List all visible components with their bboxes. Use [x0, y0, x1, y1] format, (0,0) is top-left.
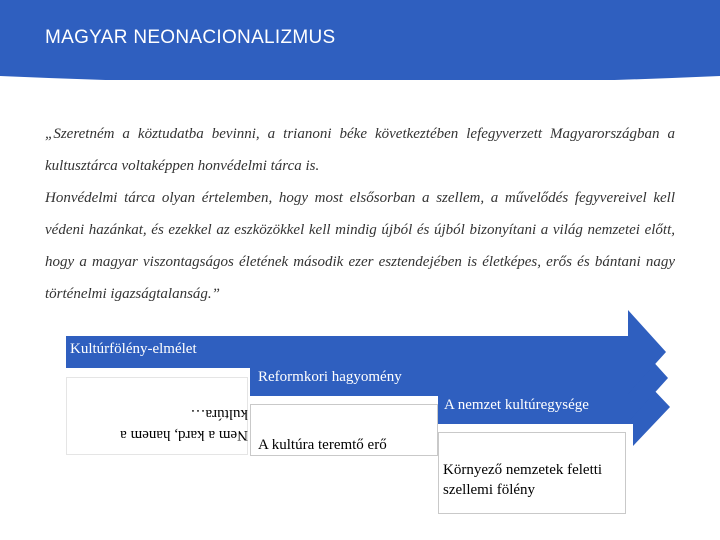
quote-paragraph-2: Honvédelmi tárca olyan értelemben, hogy most elsősorban a szellem, a művelődés fegyvereivel kell védeni hazánkat, és ezekkel az eszközökkel kell mindig újból és újból bizonyítani a világ nemzetei előtt, hogy a magyar viszontagságos életének második ezer esztendejében is életképes, erős és bántani nagy történelmi igazságtalanság.”: [45, 190, 675, 302]
quote-paragraph-1: „Szeretném a köztudatba bevinni, a trianoni béke következtében lefegyverzett Magyarországban a kultusztárca voltaképpen honvédelmi tárca is.: [45, 126, 675, 174]
arrow-3-label: A nemzet kultúregysége: [444, 397, 589, 413]
box-2-text: A kultúra teremtő erő: [258, 437, 387, 453]
box-3-text: Környező nemzetek feletti szellemi fölény: [443, 462, 603, 498]
arrow-1-label: Kultúrfölény-elmélet: [70, 341, 197, 357]
arrow-2-label: Reformkori hagyomény: [258, 369, 402, 385]
slide-title: MAGYAR NEONACIONALIZMUS: [45, 27, 336, 48]
flipped-text-box-1: Nem a kard, hanem a kultúra…: [120, 406, 248, 443]
